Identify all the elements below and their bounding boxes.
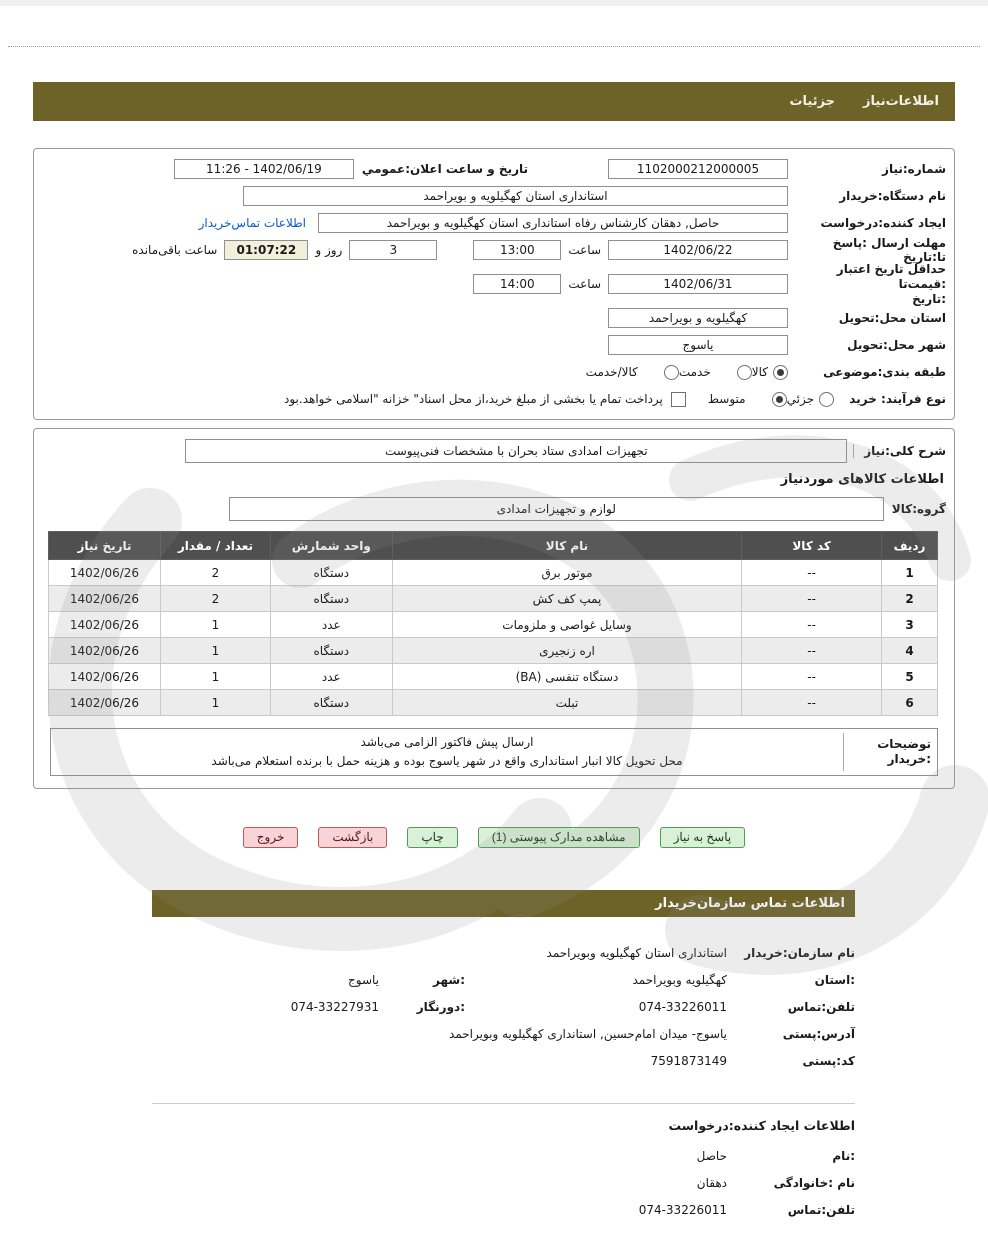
org-fax-label: :دورنگار — [416, 1000, 465, 1014]
request-creator-label: ایجاد کننده:درخواست — [820, 216, 946, 230]
table-cell: -- — [742, 690, 882, 716]
creator-info-heading: اطلاعات ایجاد کننده:درخواست — [668, 1118, 855, 1133]
goods-group-value: لوازم و تجهیزات امدادی — [229, 497, 884, 521]
validity-label-line2: :تاریخ — [912, 291, 946, 306]
org-city-label: :شهر — [433, 973, 465, 987]
row-classification — [42, 362, 946, 382]
radio-goods-label: کالا — [751, 365, 768, 379]
org-province-value: کهگیلویه وبویراحمد — [632, 973, 727, 987]
view-attachments-button[interactable]: مشاهده مدارک پیوستی (1) — [478, 827, 640, 848]
table-cell: دستگاه — [270, 638, 392, 664]
validity-time-value: 14:00 — [473, 274, 561, 294]
row-phone-fax — [152, 1000, 855, 1018]
classification-label: طبقه بندی:موضوعی — [823, 365, 946, 379]
buyer-remarks-label-line2: :خریدار — [887, 752, 931, 766]
table-cell: وسایل غواصی و ملزومات — [392, 612, 741, 638]
radio-service[interactable] — [737, 365, 752, 380]
remaining-days-value: 3 — [349, 240, 437, 260]
creator-last-name-label: نام :خانوادگی — [773, 1176, 855, 1190]
buyer-org-label: نام دستگاه:خریدار — [839, 189, 946, 203]
org-fax-value: 074-33227931 — [290, 1000, 379, 1014]
need-number-value: 1102000212000005 — [608, 159, 788, 179]
row-org-name — [152, 946, 855, 964]
table-cell: دستگاه — [270, 690, 392, 716]
validity-label-line1: حداقل تاریخ اعتبار :قیمت‌تا — [836, 261, 946, 291]
table-cell: 2 — [161, 586, 271, 612]
tab-bar — [33, 82, 955, 121]
tab-details[interactable]: جزئیات — [789, 94, 836, 109]
org-province-label: :استان — [814, 973, 855, 987]
tab-need-info[interactable]: اطلاعات‌نیاز — [863, 94, 939, 109]
products-table — [48, 531, 938, 716]
row-price-validity — [42, 261, 946, 306]
org-address-value: یاسوج- میدان امام‌حسین, استانداری کهگیلویه وبویراحمد — [449, 1027, 727, 1041]
table-cell: اره زنجیری — [392, 638, 741, 664]
row-goods-group — [42, 497, 946, 521]
table-row — [49, 612, 938, 638]
creator-first-name-value: حاصل — [696, 1149, 727, 1163]
products-table-body — [49, 560, 938, 716]
table-cell: 3 — [882, 612, 938, 638]
action-buttons — [0, 827, 988, 848]
org-name-value: استانداری استان کهگیلویه وبویراحمد — [546, 946, 727, 960]
table-cell: 2 — [161, 560, 271, 586]
table-cell: 1402/06/26 — [49, 638, 161, 664]
table-cell: پمپ کف کش — [392, 586, 741, 612]
need-number-label: شماره:نیاز — [882, 162, 946, 176]
remaining-hours-label: ساعت باقی‌مانده — [132, 243, 218, 257]
table-row — [49, 690, 938, 716]
creator-info-section — [152, 1118, 855, 1230]
radio-minor-purchase[interactable] — [819, 392, 834, 407]
table-cell: -- — [742, 664, 882, 690]
deadline-time-value: 13:00 — [473, 240, 561, 260]
org-city-value: یاسوج — [348, 973, 379, 987]
row-province-city — [152, 973, 855, 991]
radio-goods-service[interactable] — [664, 365, 679, 380]
org-postal-value: 7591873149 — [650, 1054, 727, 1068]
radio-service-label: خدمت — [678, 365, 711, 379]
table-cell: 1402/06/26 — [49, 560, 161, 586]
table-cell: -- — [742, 560, 882, 586]
table-cell: 1402/06/26 — [49, 612, 161, 638]
buyer-remarks-label-line1: توضیحات — [877, 737, 931, 751]
org-contact-heading: اطلاعات تماس سازمان‌خریدار — [655, 896, 845, 911]
radio-medium-purchase[interactable] — [772, 392, 787, 407]
buyer-remarks-line1: ارسال پیش فاکتور الزامی می‌باشد — [360, 735, 534, 749]
deadline-label: مهلت ارسال :پاسخ تا:تاریخ — [832, 236, 946, 264]
col-quantity: تعداد / مقدار — [161, 532, 271, 560]
buyer-remarks-text — [51, 729, 843, 775]
radio-goods-service-label: کالا/خدمت — [585, 365, 638, 379]
buyer-remarks-box — [50, 728, 938, 776]
remaining-days-label: روز و — [315, 243, 343, 257]
validity-label — [788, 262, 946, 307]
table-cell: 1402/06/26 — [49, 586, 161, 612]
row-creator-phone — [152, 1203, 855, 1221]
delivery-city-label: شهر محل:تحویل — [847, 338, 946, 352]
table-cell: دستگاه — [270, 586, 392, 612]
col-unit: واحد شمارش — [270, 532, 392, 560]
row-process-type — [42, 389, 946, 409]
announce-value: 1402/06/19 - 11:26 — [174, 159, 354, 179]
creator-first-name-label: :نام — [832, 1149, 855, 1163]
table-row — [49, 586, 938, 612]
table-cell: دستگاه تنفسی (BA) — [392, 664, 741, 690]
col-need-date: تاریخ نیاز — [49, 532, 161, 560]
need-summary-panel — [33, 148, 955, 420]
table-row — [49, 664, 938, 690]
table-cell: 1402/06/26 — [49, 664, 161, 690]
need-detail-panel — [33, 428, 955, 789]
table-cell: تبلت — [392, 690, 741, 716]
table-row — [49, 560, 938, 586]
row-address — [152, 1027, 855, 1045]
countdown-timer: 01:07:22 — [224, 240, 308, 260]
table-cell: 5 — [882, 664, 938, 690]
section-divider — [152, 1103, 855, 1104]
col-row-index: ردیف — [882, 532, 938, 560]
org-name-label: نام سازمان:خریدار — [744, 946, 855, 960]
table-cell: 1 — [882, 560, 938, 586]
org-address-label: آدرس:پستی — [782, 1027, 855, 1041]
org-phone-label: تلفن:تماس — [787, 1000, 855, 1014]
buyer-contact-link[interactable]: اطلاعات تماس‌خریدار — [198, 216, 306, 230]
col-item-code: کد کالا — [742, 532, 882, 560]
request-creator-value: حاصل, دهقان کارشناس رفاه استانداری استان کهگیلویه و بویراحمد — [318, 213, 788, 233]
need-description-label: شرح کلی:نیاز — [853, 444, 946, 458]
table-cell: دستگاه — [270, 560, 392, 586]
need-description-value: تجهیزات امدادی ستاد بحران با مشخصات فنی‌پیوست — [185, 439, 847, 463]
org-contact-section — [152, 946, 855, 1081]
table-cell: 1 — [161, 638, 271, 664]
buyer-remarks-label — [843, 733, 937, 771]
row-buyer-org — [42, 186, 946, 206]
org-contact-header — [152, 890, 855, 917]
row-response-deadline — [42, 236, 946, 264]
org-postal-label: کد:پستی — [802, 1054, 855, 1068]
deadline-hour-label: ساعت — [568, 243, 601, 257]
radio-medium-purchase-label: متوسط — [707, 392, 746, 406]
row-need-number — [42, 159, 946, 179]
respond-button[interactable]: پاسخ به نیاز — [660, 827, 746, 848]
row-last-name — [152, 1176, 855, 1194]
treasury-note: پرداخت تمام یا بخشی از مبلغ خرید،از محل اسناد" خزانه "اسلامی خواهد.بود — [284, 392, 663, 406]
table-cell: 4 — [882, 638, 938, 664]
top-divider — [8, 46, 980, 47]
products-table-header — [49, 532, 938, 560]
row-postal-code — [152, 1054, 855, 1072]
table-cell: موتور برق — [392, 560, 741, 586]
row-first-name — [152, 1149, 855, 1167]
buyer-org-value: استانداری استان کهگیلویه و بویراحمد — [243, 186, 788, 206]
row-need-description — [42, 439, 946, 463]
announce-label: تاریخ و ساعت اعلان:عمومي — [361, 162, 528, 176]
radio-minor-purchase-label: جزئي — [786, 392, 814, 406]
table-cell: 1 — [161, 612, 271, 638]
creator-phone-label: تلفن:تماس — [787, 1203, 855, 1217]
treasury-checkbox[interactable] — [671, 392, 686, 407]
table-cell: -- — [742, 638, 882, 664]
row-delivery-province — [42, 308, 946, 328]
row-delivery-city — [42, 335, 946, 355]
delivery-province-value: کهگیلویه و بویراحمد — [608, 308, 788, 328]
validity-date-value: 1402/06/31 — [608, 274, 788, 294]
radio-goods[interactable] — [773, 365, 788, 380]
exit-button[interactable]: خروج — [243, 827, 299, 848]
back-button[interactable]: بازگشت — [318, 827, 387, 848]
table-cell: 1 — [161, 664, 271, 690]
goods-group-label: گروه:کالا — [891, 502, 946, 516]
table-cell: 6 — [882, 690, 938, 716]
top-strip — [0, 0, 988, 6]
creator-last-name-value: دهقان — [696, 1176, 727, 1190]
table-cell: -- — [742, 586, 882, 612]
table-cell: 1402/06/26 — [49, 690, 161, 716]
print-button[interactable]: چاپ — [407, 827, 457, 848]
buyer-remarks-line2: محل تحویل کالا انبار استانداری واقع در شهر یاسوج بوده و هزینه حمل با برنده استعلام می‌باشد — [211, 754, 683, 768]
goods-section-heading: اطلاعات کالاهای موردنیاز — [780, 472, 944, 487]
process-type-label: نوع فرآیند: خرید — [849, 392, 946, 406]
table-cell: -- — [742, 612, 882, 638]
deadline-date-value: 1402/06/22 — [608, 240, 788, 260]
col-item-name: نام کالا — [392, 532, 741, 560]
row-request-creator — [42, 213, 946, 233]
table-cell: 1 — [161, 690, 271, 716]
delivery-province-label: استان محل:تحویل — [838, 311, 946, 325]
validity-hour-label: ساعت — [568, 277, 601, 291]
table-cell: 2 — [882, 586, 938, 612]
table-cell: عدد — [270, 612, 392, 638]
org-phone-value: 074-33226011 — [638, 1000, 727, 1014]
table-row — [49, 638, 938, 664]
table-cell: عدد — [270, 664, 392, 690]
creator-phone-value: 074-33226011 — [638, 1203, 727, 1217]
delivery-city-value: یاسوج — [608, 335, 788, 355]
